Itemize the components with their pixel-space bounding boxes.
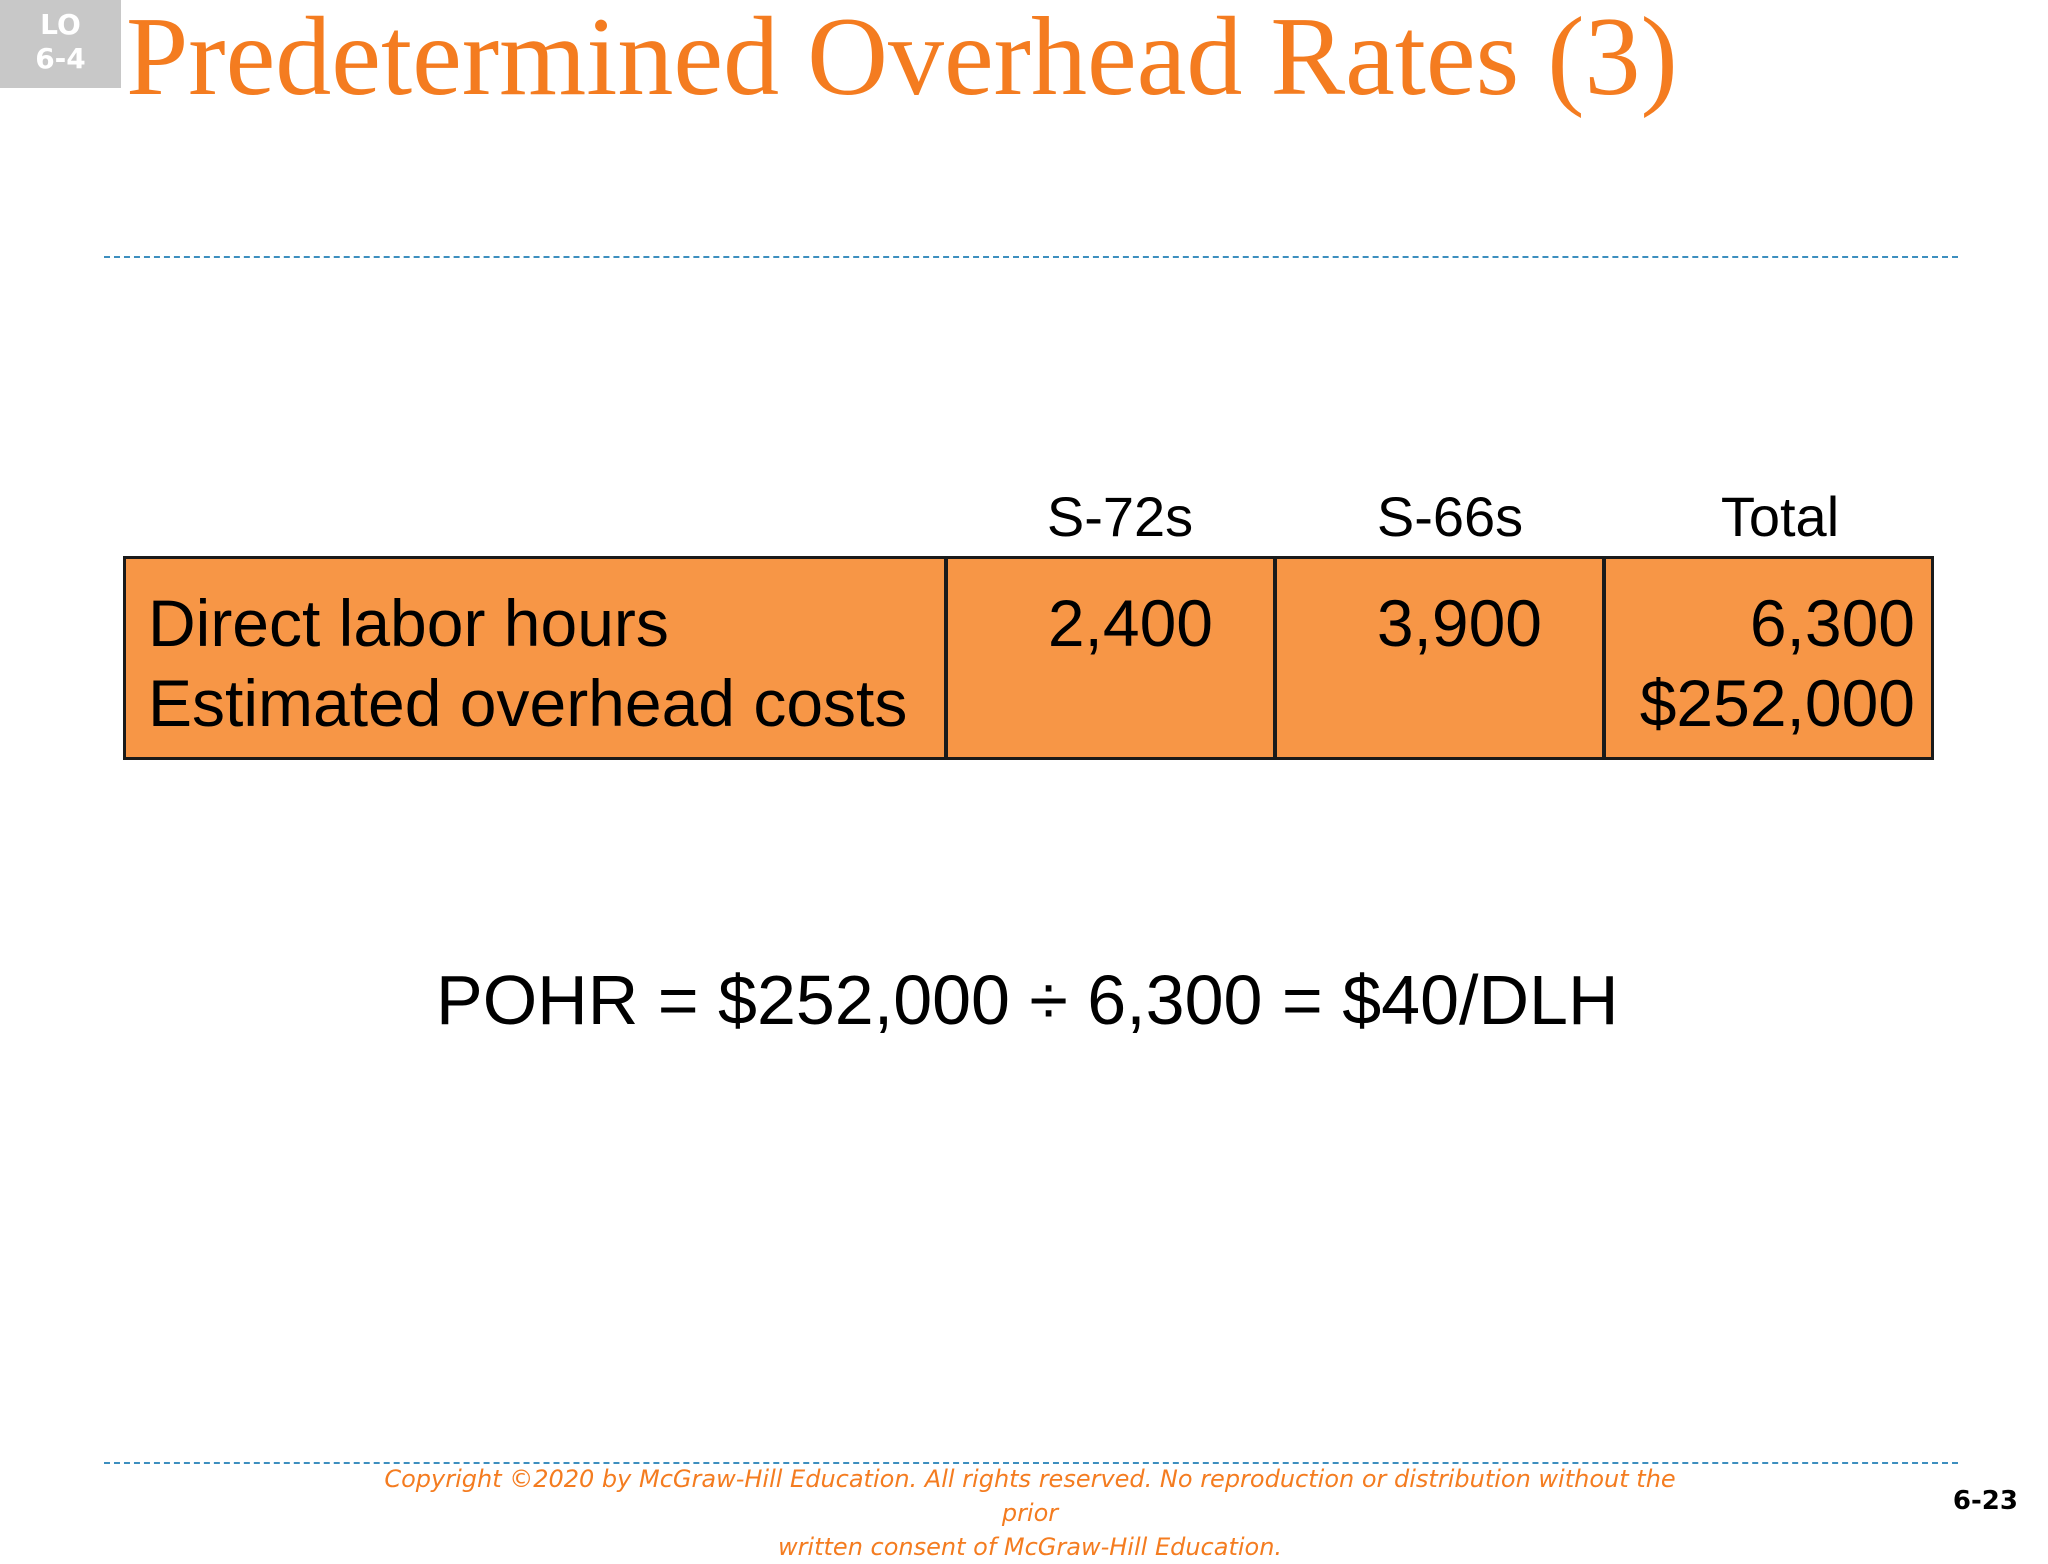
label-estimated-overhead-costs: Estimated overhead costs <box>148 666 908 740</box>
total-estimated-overhead-costs: $252,000 <box>1639 666 1915 740</box>
s66-values-cell <box>1274 556 1605 760</box>
column-header-s66: S-66s <box>1376 485 1524 548</box>
copyright-notice <box>370 1462 1690 1564</box>
slide-number: 6-23 <box>1952 1486 2018 1516</box>
total-direct-labor-hours: 6,300 <box>1749 586 1915 660</box>
s72-direct-labor-hours: 2,400 <box>1047 586 1213 660</box>
slide-title: Predetermined Overhead Rates (3) <box>126 0 1678 119</box>
learning-objective-badge <box>0 0 121 88</box>
s72-values-cell <box>945 556 1276 760</box>
copyright-line-1: Copyright ©2020 by McGraw-Hill Education. All rights reserved. No reproduction or distribution without the prior <box>384 1465 1676 1527</box>
title-divider <box>104 256 1958 258</box>
badge-number-text: 6-4 <box>35 42 86 75</box>
pohr-formula: POHR = $252,000 ÷ 6,300 = $40/DLH <box>436 961 1619 1039</box>
row-labels-cell <box>123 556 947 760</box>
column-header-s72: S-72s <box>1046 485 1194 548</box>
badge-lo-text: LO <box>40 8 81 41</box>
copyright-line-2: written consent of McGraw-Hill Education. <box>777 1533 1283 1561</box>
label-direct-labor-hours: Direct labor hours <box>148 586 669 660</box>
total-values-cell <box>1603 556 1934 760</box>
column-header-total: Total <box>1720 485 1840 548</box>
s66-direct-labor-hours: 3,900 <box>1376 586 1542 660</box>
